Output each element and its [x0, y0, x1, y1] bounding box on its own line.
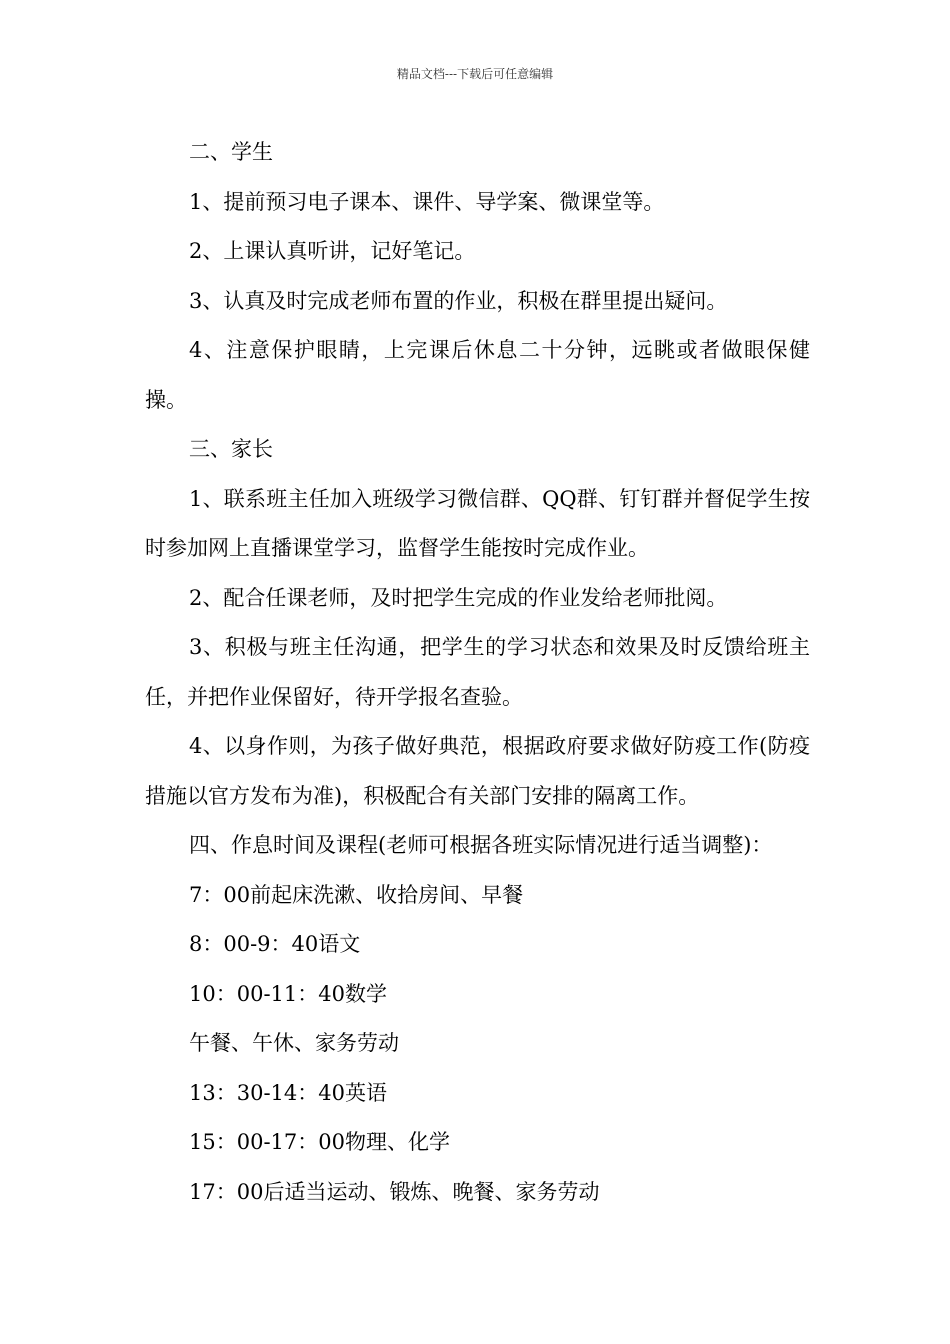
parent-item-2: 2、配合任课老师，及时把学生完成的作业发给老师批阅。 — [189, 585, 728, 610]
schedule-item-6: 15：00-17：00物理、化学 — [189, 1130, 450, 1154]
student-item-2: 2、上课认真听讲，记好笔记。 — [189, 239, 476, 263]
schedule-item-1: 7：00前起床洗漱、收拾房间、早餐 — [189, 882, 524, 907]
student-item-4: 4、注意保护眼睛，上完课后休息二十分钟，远眺或者做眼保健操。 — [145, 338, 810, 412]
parent-item-4: 4、以身作则，为孩子做好典范，根据政府要求做好防疫工作(防疫措施以官方发布为准)，积极配合有关部门安排的隔离工作。 — [145, 734, 810, 808]
document-body — [145, 128, 810, 1217]
schedule-item-7: 17：00后适当运动、锻炼、晚餐、家务劳动 — [189, 1179, 600, 1204]
schedule-item-5: 13：30-14：40英语 — [189, 1080, 387, 1105]
page-header: 精品文档---下载后可任意编辑 — [396, 67, 554, 81]
schedule-item-2: 8：00-9：40语文 — [189, 932, 361, 956]
section-heading-students: 二、学生 — [189, 140, 273, 164]
schedule-item-3: 10：00-11：40数学 — [189, 981, 387, 1006]
student-item-1: 1、提前预习电子课本、课件、导学案、微课堂等。 — [189, 189, 665, 214]
parent-item-3: 3、积极与班主任沟通，把学生的学习状态和效果及时反馈给班主任，并把作业保留好，待开学报名查验。 — [145, 635, 810, 709]
schedule-item-4: 午餐、午休、家务劳动 — [189, 1031, 399, 1055]
student-item-3: 3、认真及时完成老师布置的作业，积极在群里提出疑问。 — [189, 288, 728, 313]
parent-item-1: 1、联系班主任加入班级学习微信群、QQ群、钉钉群并督促学生按时参加网上直播课堂学习，监督学生能按时完成作业。 — [145, 486, 810, 560]
section-heading-schedule: 四、作息时间及课程(老师可根据各班实际情况进行适当调整)： — [189, 833, 773, 857]
section-heading-parents: 三、家长 — [189, 437, 273, 461]
